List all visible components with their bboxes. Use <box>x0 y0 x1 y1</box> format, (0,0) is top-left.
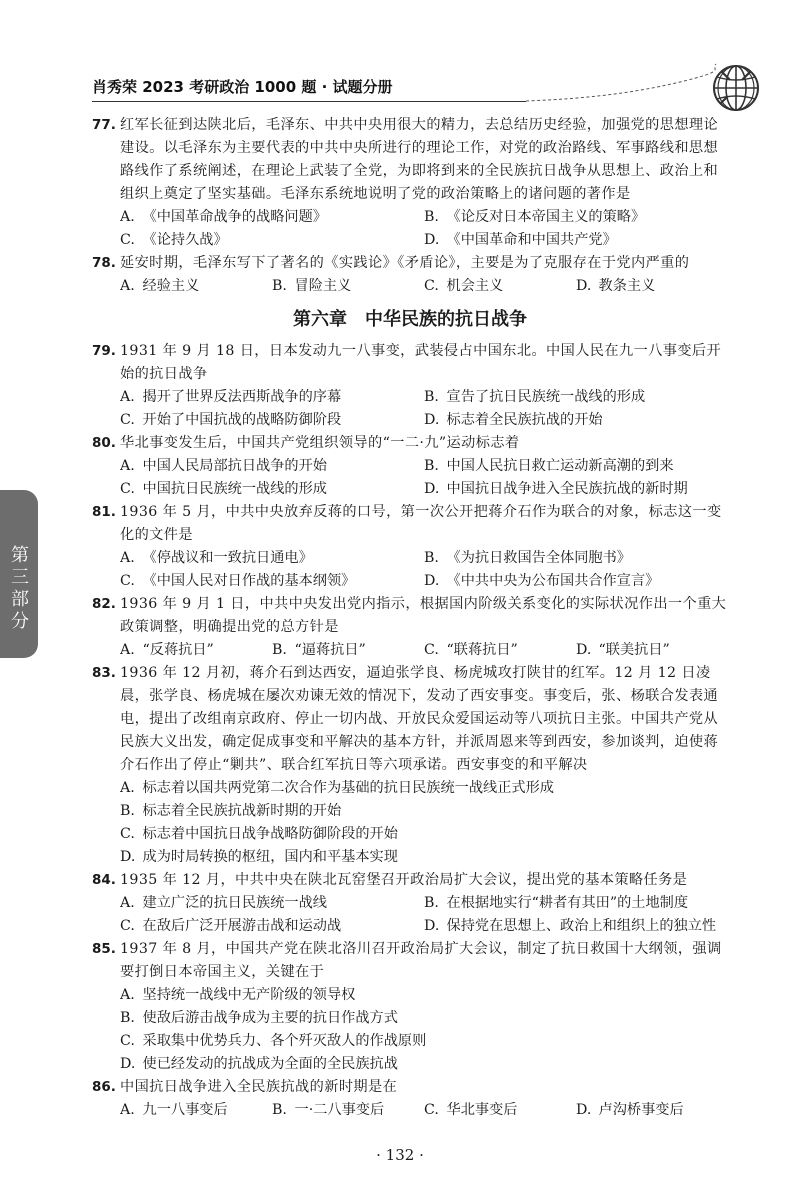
question-number: 85. <box>92 941 116 957</box>
option-label: B. <box>120 803 135 819</box>
options-list <box>92 206 728 252</box>
option-b <box>424 455 728 478</box>
running-header-title: 肖秀荣 2023 考研政治 1000 题 · 试题分册 <box>92 78 393 96</box>
question-number: 84. <box>92 872 116 888</box>
option-c <box>120 570 424 593</box>
question-text: 1935 年 12 月，中共中央在陕北瓦窑堡召开政治局扩大会议，提出党的基本策略任务是 <box>120 872 688 888</box>
option-d <box>424 915 728 938</box>
option-text: 《中共中央为公布国共合作宣言》 <box>446 573 660 589</box>
option-label: A. <box>120 278 135 294</box>
question-text: 1936 年 12 月初，蒋介石到达西安，逼迫张学良、杨虎城攻打陕甘的红军。12 月 12 日凌晨，张学良、杨虎城在屡次劝谏无效的情况下，发动了西安事变。事变后，张、杨联合发表通电，提出了改组南京政府、停止一切内战、开放民众爱国运动等八项抗日主张。中国共产党从民族大义出发，确定促成事变和平解决的基本方针，并派周恩来等到西安，参加谈判，迫使蒋介石作出了停止“剿共”、联合红军抗日等六项承诺。西安事变的和平解决 <box>120 665 719 773</box>
options-list <box>92 275 728 298</box>
question-number: 78. <box>92 255 116 271</box>
option-label: A. <box>120 1102 135 1118</box>
option-label: A. <box>120 780 135 796</box>
question-stem <box>92 1076 728 1099</box>
options-row <box>120 229 728 252</box>
option-b <box>424 892 728 915</box>
section-side-tab-label: 第三部分 <box>11 545 29 632</box>
question-item <box>92 593 728 662</box>
question-item <box>92 662 728 869</box>
question-number: 80. <box>92 435 116 451</box>
option-label: D. <box>424 412 440 428</box>
option-label: D. <box>576 278 592 294</box>
option-text: 《停战议和一致抗日通电》 <box>142 550 313 566</box>
option-a <box>120 639 272 662</box>
option-label: D. <box>424 481 440 497</box>
option-text: “联美抗日” <box>598 642 670 658</box>
question-item <box>92 252 728 298</box>
option-label: D. <box>424 918 440 934</box>
chapter-title: 第六章 中华民族的抗日战争 <box>293 309 527 330</box>
option-a <box>120 1099 272 1122</box>
option-c <box>424 1099 576 1122</box>
option-label: B. <box>272 1102 287 1118</box>
option-text: 中国抗日民族统一战线的形成 <box>142 481 327 497</box>
options-row <box>120 915 728 938</box>
question-stem <box>92 114 728 206</box>
option-text: “联蒋抗日” <box>446 642 518 658</box>
options-list <box>92 547 728 593</box>
options-row <box>120 777 728 800</box>
page-number: · 132 · <box>376 1146 424 1164</box>
option-c <box>120 478 424 501</box>
options-row <box>120 1099 728 1122</box>
options-row <box>120 1030 728 1053</box>
option-text: 标志着全民族抗战的开始 <box>446 412 603 428</box>
option-text: 标志着中国抗日战争战略防御阶段的开始 <box>142 826 398 842</box>
option-text: 《为抗日救国告全体同胞书》 <box>446 550 631 566</box>
option-b <box>424 386 728 409</box>
option-label: B. <box>272 278 287 294</box>
option-a <box>120 777 728 800</box>
option-label: D. <box>576 642 592 658</box>
option-b <box>272 639 424 662</box>
option-label: C. <box>120 412 135 428</box>
option-text: 卢沟桥事变后 <box>598 1102 684 1118</box>
option-text: 标志着全民族抗战新时期的开始 <box>142 803 342 819</box>
option-text: 在敌后广泛开展游击战和运动战 <box>142 918 342 934</box>
option-text: 一·二八事变后 <box>294 1102 385 1118</box>
option-c <box>424 639 576 662</box>
question-stem <box>92 252 728 275</box>
option-b <box>120 800 728 823</box>
options-list <box>92 777 728 869</box>
option-label: A. <box>120 550 135 566</box>
option-label: C. <box>424 278 439 294</box>
question-text: 1937 年 8 月，中国共产党在陕北洛川召开政治局扩大会议，制定了抗日救国十大纲领，强调要打倒日本帝国主义，关键在于 <box>120 941 722 980</box>
option-text: 《中国人民对日作战的基本纲领》 <box>142 573 356 589</box>
options-list <box>92 639 728 662</box>
option-text: 开始了中国抗战的战略防御阶段 <box>142 412 342 428</box>
question-number: 82. <box>92 596 116 612</box>
option-text: 《论持久战》 <box>142 232 228 248</box>
option-label: D. <box>576 1102 592 1118</box>
options-list <box>92 892 728 938</box>
option-c <box>120 823 728 846</box>
option-text: 标志着以国共两党第二次合作为基础的抗日民族统一战线正式形成 <box>142 780 554 796</box>
option-text: 采取集中优势兵力、各个歼灭敌人的作战原则 <box>142 1033 427 1049</box>
question-text: 华北事变发生后，中国共产党组织领导的“一二·九”运动标志着 <box>120 435 520 451</box>
option-text: 教条主义 <box>598 278 656 294</box>
options-row <box>120 206 728 229</box>
options-row <box>120 892 728 915</box>
option-a <box>120 275 272 298</box>
option-label: C. <box>120 232 135 248</box>
option-text: 《中国革命战争的战略问题》 <box>142 209 327 225</box>
option-text: 九一八事变后 <box>142 1102 228 1118</box>
option-label: B. <box>424 458 439 474</box>
option-text: 经验主义 <box>142 278 200 294</box>
option-label: A. <box>120 895 135 911</box>
option-label: C. <box>120 481 135 497</box>
option-c <box>120 915 424 938</box>
option-text: 建立广泛的抗日民族统一战线 <box>142 895 327 911</box>
question-stem <box>92 432 728 455</box>
option-text: “反蒋抗日” <box>142 642 214 658</box>
option-b <box>424 547 728 570</box>
option-text: 在根据地实行“耕者有其田”的土地制度 <box>446 895 689 911</box>
option-text: 坚持统一战线中无产阶级的领导权 <box>142 987 356 1003</box>
option-label: C. <box>424 642 439 658</box>
options-row <box>120 823 728 846</box>
option-c <box>120 409 424 432</box>
option-a <box>120 455 424 478</box>
option-label: D. <box>120 1056 136 1072</box>
option-label: A. <box>120 458 135 474</box>
question-number: 79. <box>92 343 116 359</box>
question-number: 81. <box>92 504 116 520</box>
option-d <box>576 639 728 662</box>
options-row <box>120 1007 728 1030</box>
options-list <box>92 984 728 1076</box>
options-row <box>120 275 728 298</box>
question-text: 延安时期，毛泽东写下了著名的《实践论》《矛盾论》，主要是为了克服存在于党内严重的 <box>120 255 690 271</box>
option-text: 《中国革命和中国共产党》 <box>446 232 617 248</box>
question-item <box>92 340 728 432</box>
question-item <box>92 114 728 252</box>
option-b <box>272 275 424 298</box>
option-d <box>424 478 728 501</box>
option-text: 机会主义 <box>446 278 504 294</box>
header-rule <box>92 101 526 102</box>
question-number: 86. <box>92 1079 116 1095</box>
question-number: 83. <box>92 665 116 681</box>
option-text: 成为时局转换的枢纽，国内和平基本实现 <box>142 849 398 865</box>
question-item <box>92 1076 728 1122</box>
options-row <box>120 639 728 662</box>
option-label: B. <box>424 389 439 405</box>
question-text: 1936 年 5 月，中共中央放弃反蒋的口号，第一次公开把蒋介石作为联合的对象，标志这一变化的文件是 <box>120 504 722 543</box>
options-list <box>92 386 728 432</box>
option-label: B. <box>272 642 287 658</box>
question-stem <box>92 340 728 386</box>
option-label: D. <box>424 232 440 248</box>
option-d <box>576 1099 728 1122</box>
option-text: 保持党在思想上、政治上和组织上的独立性 <box>446 918 717 934</box>
option-label: B. <box>424 895 439 911</box>
options-row <box>120 800 728 823</box>
option-d <box>424 570 728 593</box>
option-label: C. <box>120 573 135 589</box>
option-label: B. <box>424 550 439 566</box>
option-text: 中国人民局部抗日战争的开始 <box>142 458 327 474</box>
question-text: 1931 年 9 月 18 日，日本发动九一八事变，武装侵占中国东北。中国人民在九一八事变后开始的抗日战争 <box>120 343 722 382</box>
option-d <box>120 1053 728 1076</box>
question-stem <box>92 593 728 639</box>
options-row <box>120 984 728 1007</box>
options-row <box>120 570 728 593</box>
question-text: 红军长征到达陕北后，毛泽东、中共中央用很大的精力，去总结历史经验，加强党的思想理论建设。以毛泽东为主要代表的中共中央所进行的理论工作，对党的政治路线、军事路线和思想路线作了系统阐述，在理论上武装了全党，为即将到来的全民族抗日战争从思想上、政治上和组织上奠定了坚实基础。毛泽东系统地说明了党的政治策略上的诸问题的著作是 <box>120 117 719 202</box>
option-text: “逼蒋抗日” <box>294 642 366 658</box>
option-label: A. <box>120 389 135 405</box>
option-b <box>424 206 728 229</box>
options-row <box>120 478 728 501</box>
question-text: 1936 年 9 月 1 日，中共中央发出党内指示，根据国内阶级关系变化的实际状况作出一个重大政策调整，明确提出党的总方针是 <box>120 596 727 635</box>
options-row <box>120 1053 728 1076</box>
option-b <box>120 1007 728 1030</box>
option-text: 使已经发动的抗战成为全面的全民族抗战 <box>142 1056 398 1072</box>
question-list <box>92 340 728 1122</box>
option-text: 宣告了抗日民族统一战线的形成 <box>446 389 646 405</box>
option-text: 华北事变后 <box>446 1102 518 1118</box>
option-d <box>424 229 728 252</box>
question-text: 中国抗日战争进入全民族抗战的新时期是在 <box>120 1079 398 1095</box>
option-text: 《论反对日本帝国主义的策略》 <box>446 209 646 225</box>
option-label: C. <box>424 1102 439 1118</box>
option-text: 中国人民抗日救亡运动新高潮的到来 <box>446 458 674 474</box>
options-row <box>120 409 728 432</box>
question-item <box>92 432 728 501</box>
question-stem <box>92 501 728 547</box>
question-list <box>92 114 728 298</box>
option-a <box>120 984 728 1007</box>
option-d <box>424 409 728 432</box>
option-label: D. <box>120 849 136 865</box>
question-stem <box>92 938 728 984</box>
option-label: A. <box>120 987 135 1003</box>
option-text: 使敌后游击战争成为主要的抗日作战方式 <box>142 1010 398 1026</box>
options-row <box>120 846 728 869</box>
options-row <box>120 547 728 570</box>
question-number: 77. <box>92 117 116 133</box>
globe-icon <box>708 60 764 116</box>
option-label: C. <box>120 918 135 934</box>
option-label: A. <box>120 209 135 225</box>
option-c <box>424 275 576 298</box>
question-item <box>92 501 728 593</box>
question-stem <box>92 662 728 777</box>
header-dashed-curve <box>520 54 720 104</box>
options-row <box>120 386 728 409</box>
option-a <box>120 547 424 570</box>
option-d <box>120 846 728 869</box>
option-text: 揭开了世界反法西斯战争的序幕 <box>142 389 342 405</box>
option-c <box>120 229 424 252</box>
question-item <box>92 938 728 1076</box>
option-b <box>272 1099 424 1122</box>
option-d <box>576 275 728 298</box>
option-label: D. <box>424 573 440 589</box>
option-label: B. <box>120 1010 135 1026</box>
option-label: C. <box>120 826 135 842</box>
options-list <box>92 455 728 501</box>
option-text: 中国抗日战争进入全民族抗战的新时期 <box>446 481 688 497</box>
option-a <box>120 386 424 409</box>
options-list <box>92 1099 728 1122</box>
question-stem <box>92 869 728 892</box>
option-label: B. <box>424 209 439 225</box>
option-a <box>120 206 424 229</box>
option-c <box>120 1030 728 1053</box>
option-text: 冒险主义 <box>294 278 352 294</box>
options-row <box>120 455 728 478</box>
option-a <box>120 892 424 915</box>
page-content <box>92 114 728 1122</box>
option-label: C. <box>120 1033 135 1049</box>
option-label: A. <box>120 642 135 658</box>
question-item <box>92 869 728 938</box>
